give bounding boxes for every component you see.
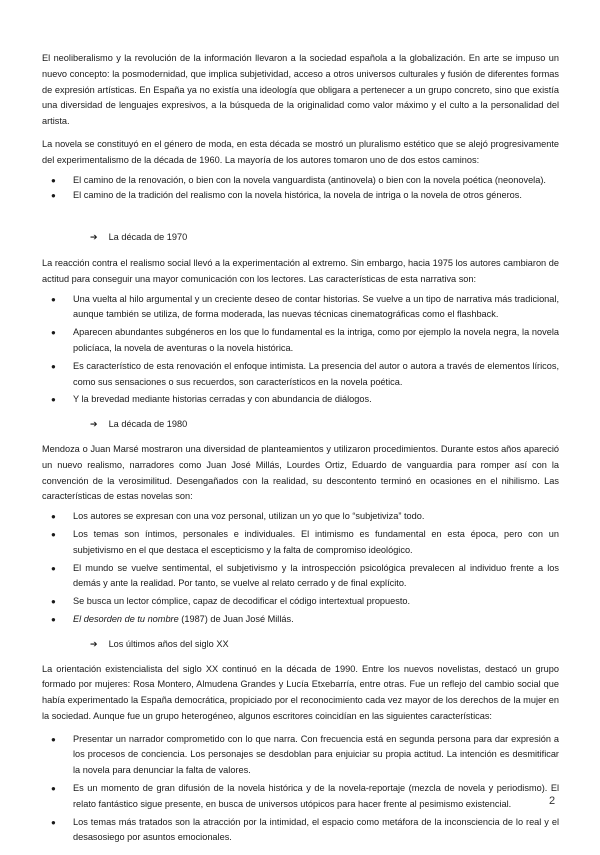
bullet-icon: ●	[51, 529, 56, 539]
intro-paragraph: El neoliberalismo y la revolución de la información llevaron a la sociedad española a la globalización. En arte se impuso un nuevo concepto: la posmodernidad, que implica subjetividad, acceso a otros universos culturales y fusión de diferentes formas de expresión artísticas. En España ya no existía una ideología que obligara a pertenecer a un grupo concreto, sino que existía una diversidad de lenguajes expresivos, a la búsqueda de la originalidad como valor máximo y el culto a la personalidad del artista.	[42, 53, 559, 127]
list-item	[42, 612, 559, 628]
list-item-text: Una vuelta al hilo argumental y un creciente deseo de contar historias. Se vuelve a un tipo de narrativa más tradicional, aunque también se utiliza, de forma moderada, las nuevas técnicas cinematográficas como el flashback.	[73, 293, 559, 320]
list-item	[42, 325, 559, 357]
list-item	[42, 815, 559, 847]
paragraph-xx: La orientación existencialista del siglo XX continuó en la década de 1990. Entre los nuevos novelistas, destacó un grupo formado por mujeres: Rosa Montero, Almudena Grandes y Lucía Etxebarría, entre otras. Fue un reflejo del cambio social que había experimentado la España democrática, propiciado por el reconocimiento cada vez mayor de los derechos de la mujer en la sociedad. Aunque fue un grupo heterogéneo, algunos escritores coincidían en las siguientes características:	[42, 663, 559, 721]
list-item-text: Se busca un lector cómplice, capaz de decodificar el código intertextual propuesto.	[73, 596, 411, 607]
list-item	[42, 732, 559, 779]
bullet-icon: ●	[51, 512, 56, 522]
list-item-text: El camino de la renovación, o bien con la novela vanguardista (antinovela) o bien con la novela poética (neonovela).	[73, 174, 546, 185]
list-item	[42, 527, 559, 559]
section-heading-1980	[42, 417, 559, 433]
list-item	[42, 594, 559, 610]
section-heading-xx	[42, 637, 559, 653]
list-item-text: Es un momento de gran difusión de la novela histórica y de la novela-reportaje (mezcla de novela y periodismo). El relato fantástico sigue presente, en busca de universos utópicos para hacer frente al pesimismo existencial.	[73, 783, 559, 809]
characteristics-list-xx	[42, 732, 559, 847]
section-heading-text: Los últimos años del siglo XX	[108, 638, 229, 649]
list-item-text: El camino de la tradición del realismo con la novela histórica, la novela de intriga o la novela de otros géneros.	[73, 190, 522, 201]
arrow-icon: ➔	[90, 232, 98, 243]
list-item-text: El mundo se vuelve sentimental, el subjetivismo y la introspección psicológica prevalecen al individuo frente a los demás y ante la realidad. Por tanto, se vuelve al relato cerrado y de final explícito.	[73, 562, 559, 589]
list-item-text: Los temas más tratados son la atracción por la intimidad, el espacio como metáfora de la inconsciencia de lo real y el desasosiego por asuntos emocionales.	[73, 816, 559, 843]
bullet-icon: ●	[51, 395, 56, 405]
book-title: El desorden de tu nombre	[73, 613, 179, 624]
paragraph-1980: Mendoza o Juan Marsé mostraron una diversidad de planteamientos y utilizaron procedimientos. Durante estos años apareció un nuevo realismo, narradores como Juan José Millás, Lourdes Ortiz, Eduardo de vanguardia para romper así con la convención de la verosimilitud. Desengañados con la realidad, su descontento terminó en ocasiones en el nihilismo. Las características de estas novelas son:	[42, 443, 559, 502]
section-heading-text: La década de 1980	[108, 419, 188, 430]
paths-list	[42, 173, 559, 205]
list-item-text: Presentar un narrador comprometido con lo que narra. Con frecuencia está en segunda persona para dar expresión a los procesos de conciencia. Los personajes se desdoblan para enjuiciar su propia actitud. La intención es desmitificar la novela para denunciar la falta de valores.	[73, 733, 559, 776]
list-item	[42, 188, 559, 204]
bullet-icon: ●	[51, 328, 56, 338]
bullet-icon: ●	[51, 563, 56, 573]
list-item-text: (1987) de Juan José Millás.	[178, 613, 294, 624]
list-item	[42, 359, 559, 391]
list-item-text: Es característico de esta renovación el enfoque intimista. La presencia del autor o autora a través de elementos líricos, como sus sensaciones o sus recuerdos, son característicos en la novela poética.	[73, 360, 559, 387]
section-heading-1970	[42, 230, 559, 246]
paragraph-1970: La reacción contra el realismo social llevó a la experimentación al extremo. Sin embargo, hacia 1975 los autores cambiaron de actitud para conseguir una mayor comunicación con los lectores. Las características de esta narrativa son:	[42, 257, 559, 284]
list-item	[42, 173, 559, 189]
bullet-icon: ●	[51, 191, 56, 201]
characteristics-list-1970	[42, 292, 559, 409]
bullet-icon: ●	[51, 294, 56, 304]
bullet-icon: ●	[51, 175, 56, 185]
characteristics-list-1980	[42, 509, 559, 628]
page-content	[42, 51, 559, 855]
bullet-icon: ●	[51, 817, 56, 827]
arrow-icon: ➔	[90, 638, 98, 649]
bullet-icon: ●	[51, 361, 56, 371]
list-item	[42, 292, 559, 324]
novel-paragraph: La novela se constituyó en el género de moda, en esta década se mostró un pluralismo estético que se alejó progresivamente del experimentalismo de la década de 1960. La mayoría de los autores tomaron uno de dos estos caminos:	[42, 138, 559, 165]
page-number: 2	[549, 795, 556, 807]
list-item	[42, 392, 559, 408]
list-item-text: Y la brevedad mediante historias cerradas y con abundancia de diálogos.	[73, 394, 372, 405]
list-item-text: Los autores se expresan con una voz personal, utilizan un yo que lo “subjetiviza” todo.	[73, 511, 425, 522]
list-item	[42, 509, 559, 525]
list-item-text: Los temas son íntimos, personales e individuales. El intimismo es fundamental en esta época, pero con un subjetivismo en el que destaca el escepticismo y la falta de compromiso ideológico.	[73, 528, 559, 555]
section-heading-text: La década de 1970	[108, 232, 188, 243]
list-item	[42, 781, 559, 813]
bullet-icon: ●	[51, 734, 56, 744]
bullet-icon: ●	[51, 597, 56, 607]
list-item-text: Aparecen abundantes subgéneros en los que lo fundamental es la intriga, como por ejemplo la novela negra, la novela policíaca, la novela de aventuras o la novela histórica.	[73, 327, 559, 353]
arrow-icon: ➔	[90, 419, 98, 430]
list-item	[42, 561, 559, 593]
bullet-icon: ●	[51, 784, 56, 794]
bullet-icon: ●	[51, 614, 56, 624]
